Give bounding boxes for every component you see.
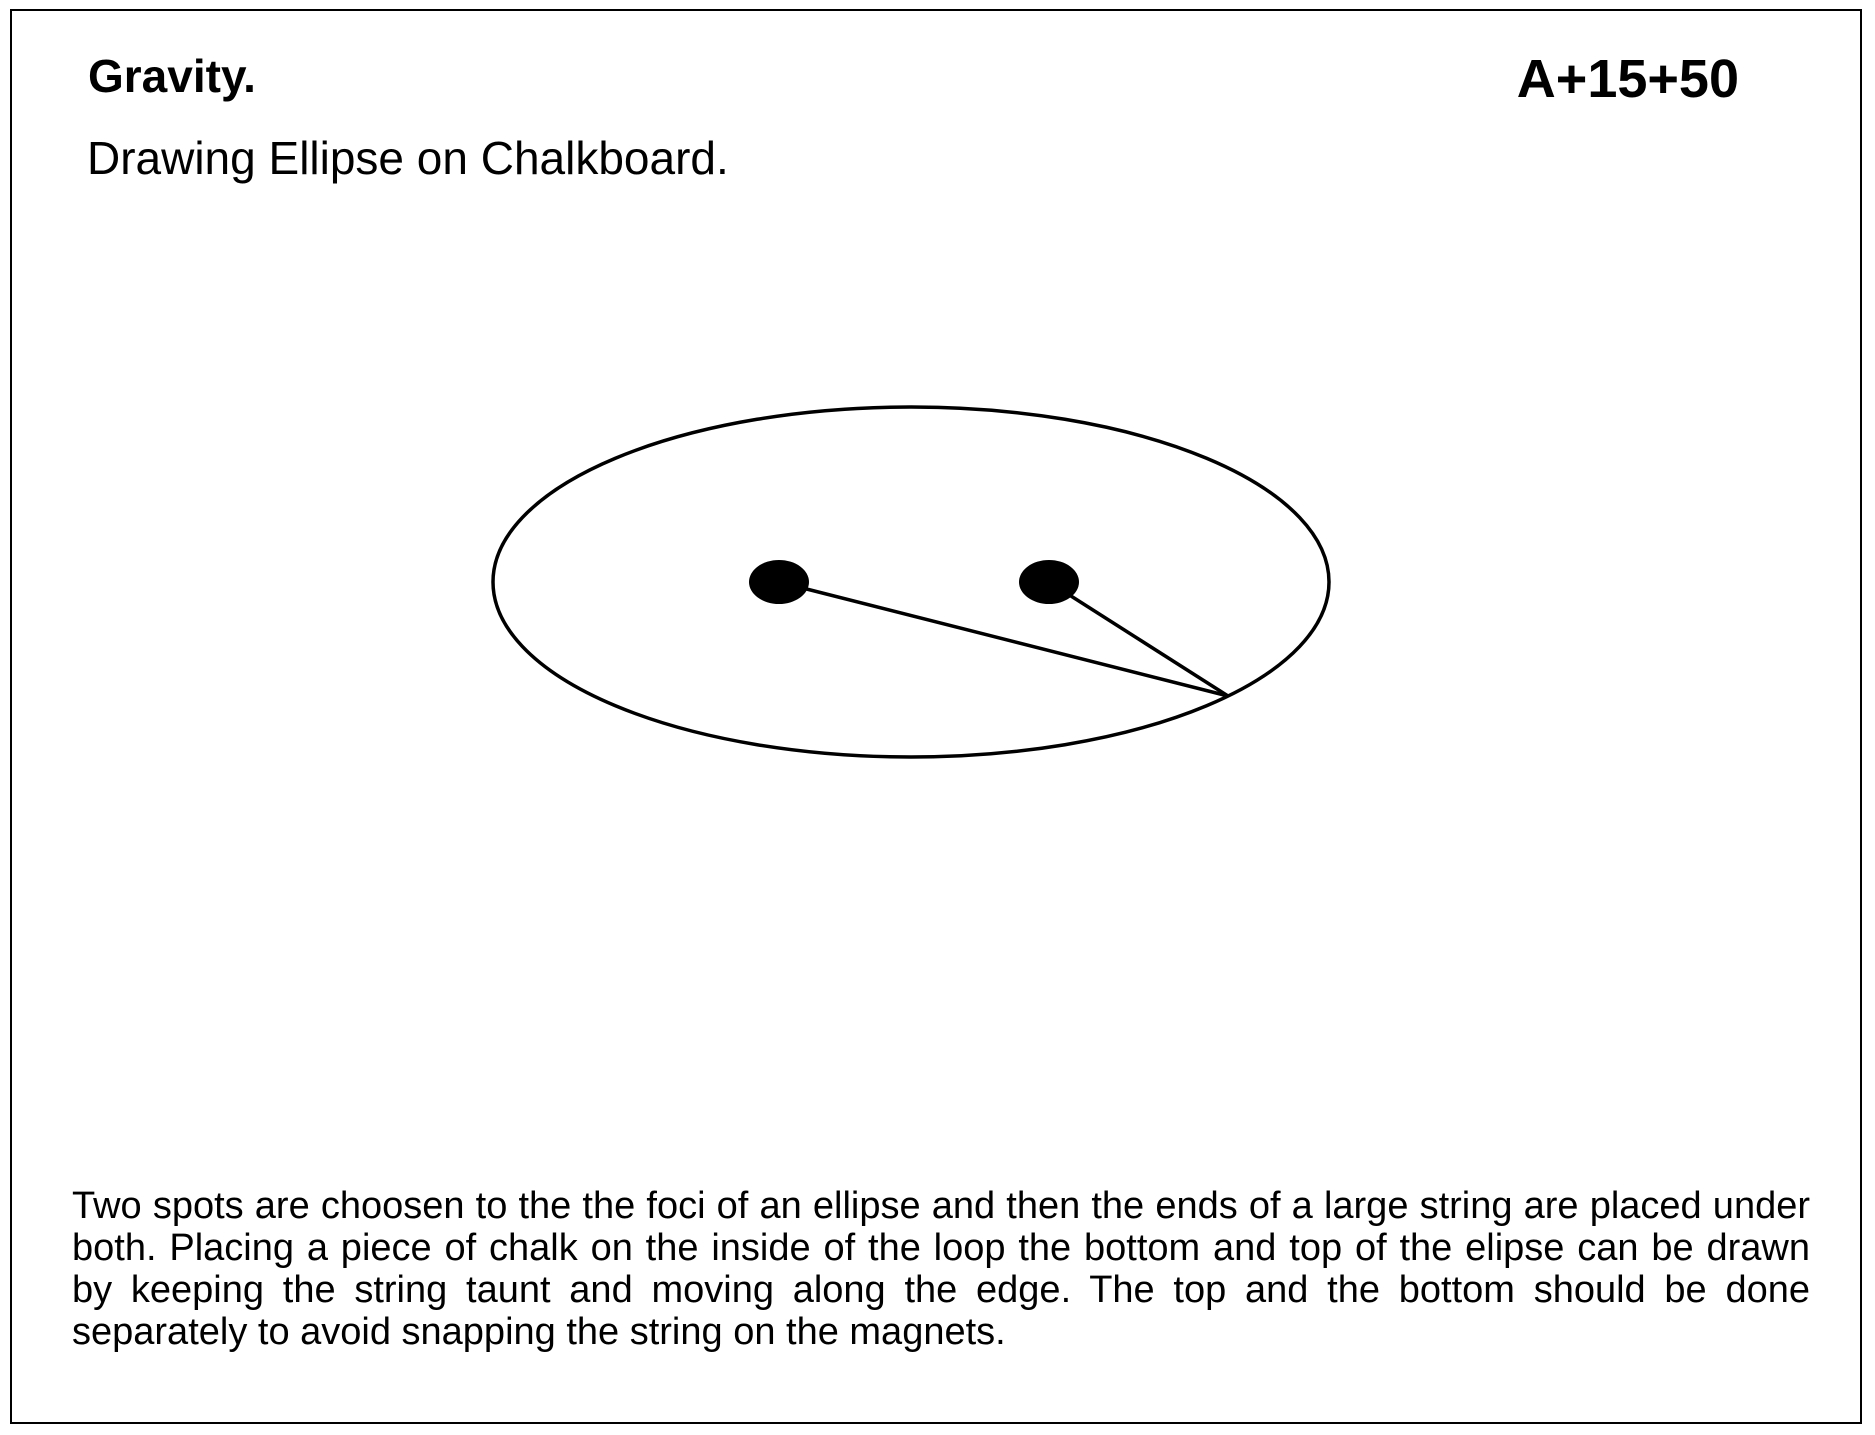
focus-right-dot — [1019, 560, 1079, 604]
demo-code: A+15+50 — [1516, 49, 1739, 109]
page-title: Gravity. — [88, 50, 256, 102]
caption-paragraph: Two spots are choosen to the the foci of an ellipse and then the ends of a large string are placed under both. Placing a piece of chalk on the inside of the loop the bottom and top of the elipse can be drawn by keeping the string taunt and moving along the edge. The top and the bottom should be done separately to avoid snapping the string on the magnets. — [72, 1185, 1810, 1353]
ellipse-outline — [493, 407, 1329, 757]
string-right-segment — [1049, 582, 1228, 696]
focus-left-dot — [749, 560, 809, 604]
page-subtitle: Drawing Ellipse on Chalkboard. — [87, 132, 729, 184]
string-left-segment — [779, 582, 1228, 696]
